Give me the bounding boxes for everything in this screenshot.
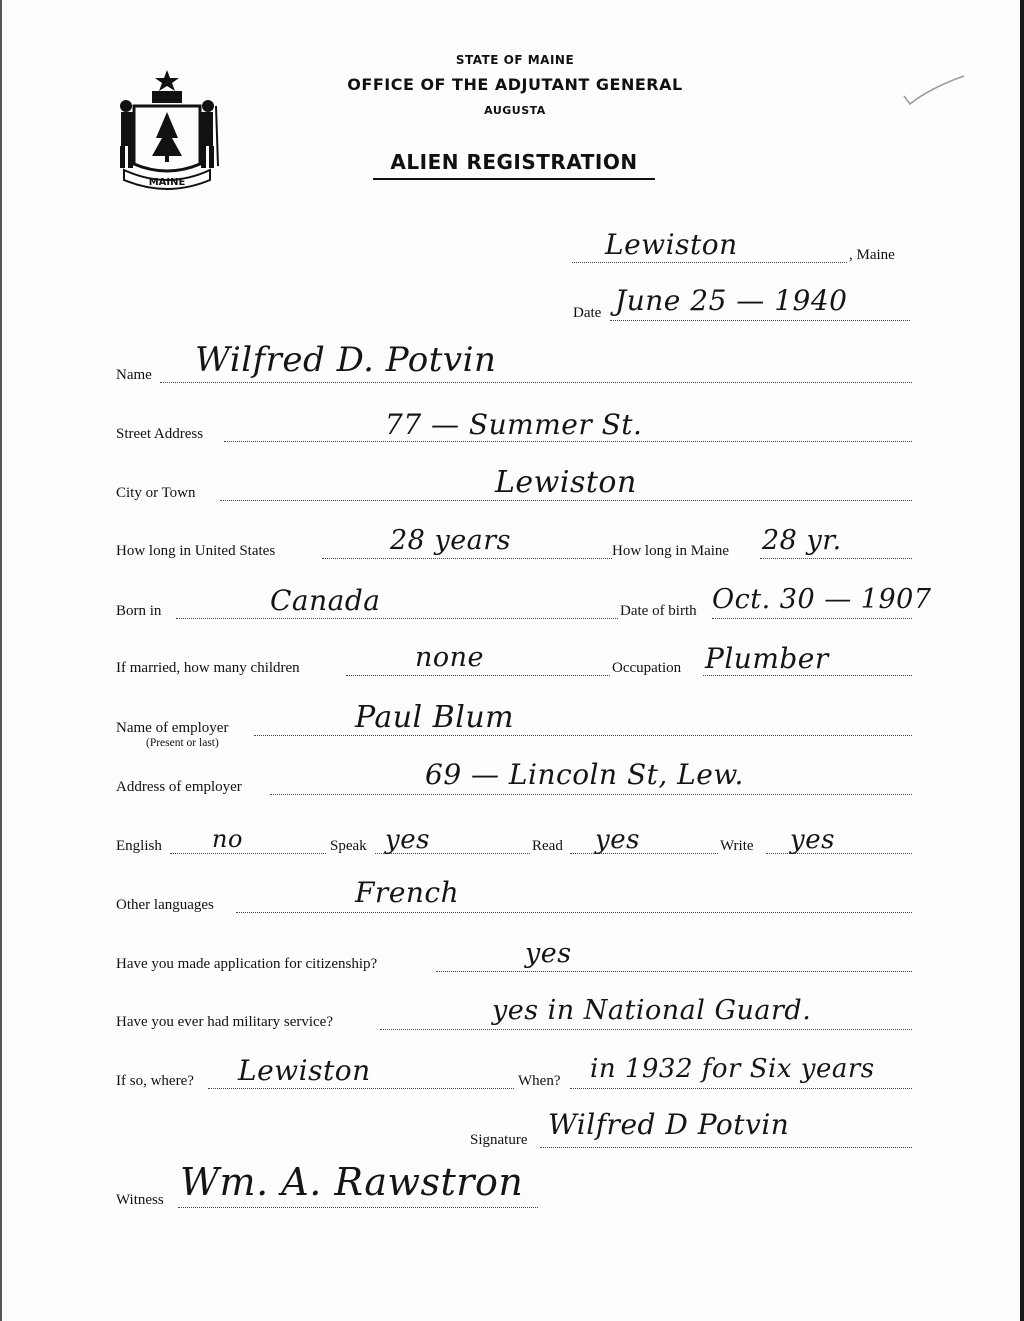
birth-date-value: Oct. 30 — 1907 <box>712 584 932 615</box>
other-languages-line <box>236 912 912 913</box>
children-label: If married, how many children <box>116 660 300 676</box>
employer-sublabel: (Present or last) <box>146 737 219 749</box>
signature-line <box>540 1147 912 1148</box>
english-line <box>170 853 326 854</box>
header-office: OFFICE OF THE ADJUTANT GENERAL <box>347 75 683 94</box>
when-value: in 1932 for Six years <box>590 1054 875 1084</box>
birth-date-line <box>712 618 912 619</box>
scan-edge-right <box>1020 0 1024 1321</box>
us-duration-value: 28 years <box>390 525 512 556</box>
employer-address-value: 69 — Lincoln St, Lew. <box>425 758 744 791</box>
witness-value: Wm. A. Rawstron <box>180 1160 524 1204</box>
other-languages-value: French <box>355 876 460 909</box>
english-label: English <box>116 838 162 854</box>
where-value: Lewiston <box>238 1054 371 1087</box>
born-value: Canada <box>270 584 381 617</box>
employer-line <box>254 735 912 736</box>
svg-text:MAINE: MAINE <box>148 177 186 188</box>
location-suffix: , Maine <box>849 247 895 263</box>
read-line <box>570 853 718 854</box>
date-line <box>610 320 910 321</box>
when-line <box>570 1088 912 1089</box>
street-value: 77 — Summer St. <box>385 408 643 441</box>
maine-seal-icon <box>112 66 222 196</box>
signature-label: Signature <box>470 1132 528 1148</box>
city-line <box>220 500 912 501</box>
speak-label: Speak <box>330 838 367 854</box>
where-label: If so, where? <box>116 1073 194 1089</box>
date-label: Date <box>573 305 602 321</box>
employer-address-line <box>270 794 912 795</box>
name-value: Wilfred D. Potvin <box>195 340 497 380</box>
born-label: Born in <box>116 603 162 619</box>
header-state: STATE OF MAINE <box>455 53 575 67</box>
when-label: When? <box>518 1073 561 1089</box>
city-value: Lewiston <box>495 465 637 500</box>
citizenship-line <box>436 971 912 972</box>
header-city: AUGUSTA <box>484 104 546 117</box>
citizenship-label: Have you made application for citizenship? <box>116 956 378 972</box>
write-label: Write <box>720 838 754 854</box>
maine-duration-line <box>760 558 912 559</box>
english-value: no <box>212 825 243 853</box>
city-label: City or Town <box>116 485 196 501</box>
occupation-label: Occupation <box>612 660 682 676</box>
date-value: June 25 — 1940 <box>615 284 848 317</box>
children-value: none <box>415 642 485 673</box>
maine-duration-value: 28 yr. <box>762 525 842 556</box>
speak-value: yes <box>385 825 430 855</box>
military-line <box>380 1029 912 1030</box>
employer-address-label: Address of employer <box>116 779 242 795</box>
witness-line <box>178 1207 538 1208</box>
children-line <box>346 675 610 676</box>
born-line <box>176 618 618 619</box>
name-line <box>160 382 912 383</box>
witness-label: Witness <box>116 1192 164 1208</box>
occupation-value: Plumber <box>705 642 829 675</box>
other-languages-label: Other languages <box>116 897 214 913</box>
military-label: Have you ever had military service? <box>116 1014 333 1030</box>
street-line <box>224 441 912 442</box>
maine-duration-label: How long in Maine <box>612 543 730 559</box>
read-label: Read <box>532 838 563 854</box>
employer-label: Name of employer <box>116 720 229 736</box>
form-title: ALIEN REGISTRATION <box>373 150 655 180</box>
occupation-line <box>703 675 912 676</box>
name-label: Name <box>116 367 152 383</box>
location-value: Lewiston <box>605 228 738 261</box>
location-line <box>572 262 847 263</box>
signature-value: Wilfred D Potvin <box>548 1108 790 1141</box>
where-line <box>208 1088 514 1089</box>
check-mark-icon <box>898 74 968 110</box>
military-value: yes in National Guard. <box>492 995 812 1026</box>
scan-edge-left <box>0 0 2 1321</box>
read-value: yes <box>595 825 640 855</box>
write-value: yes <box>790 825 835 855</box>
write-line <box>766 853 912 854</box>
street-label: Street Address <box>116 426 204 442</box>
citizenship-value: yes <box>525 938 572 969</box>
us-duration-label: How long in United States <box>116 543 276 559</box>
birth-date-label: Date of birth <box>620 603 697 619</box>
employer-value: Paul Blum <box>355 700 515 735</box>
us-duration-line <box>322 558 612 559</box>
